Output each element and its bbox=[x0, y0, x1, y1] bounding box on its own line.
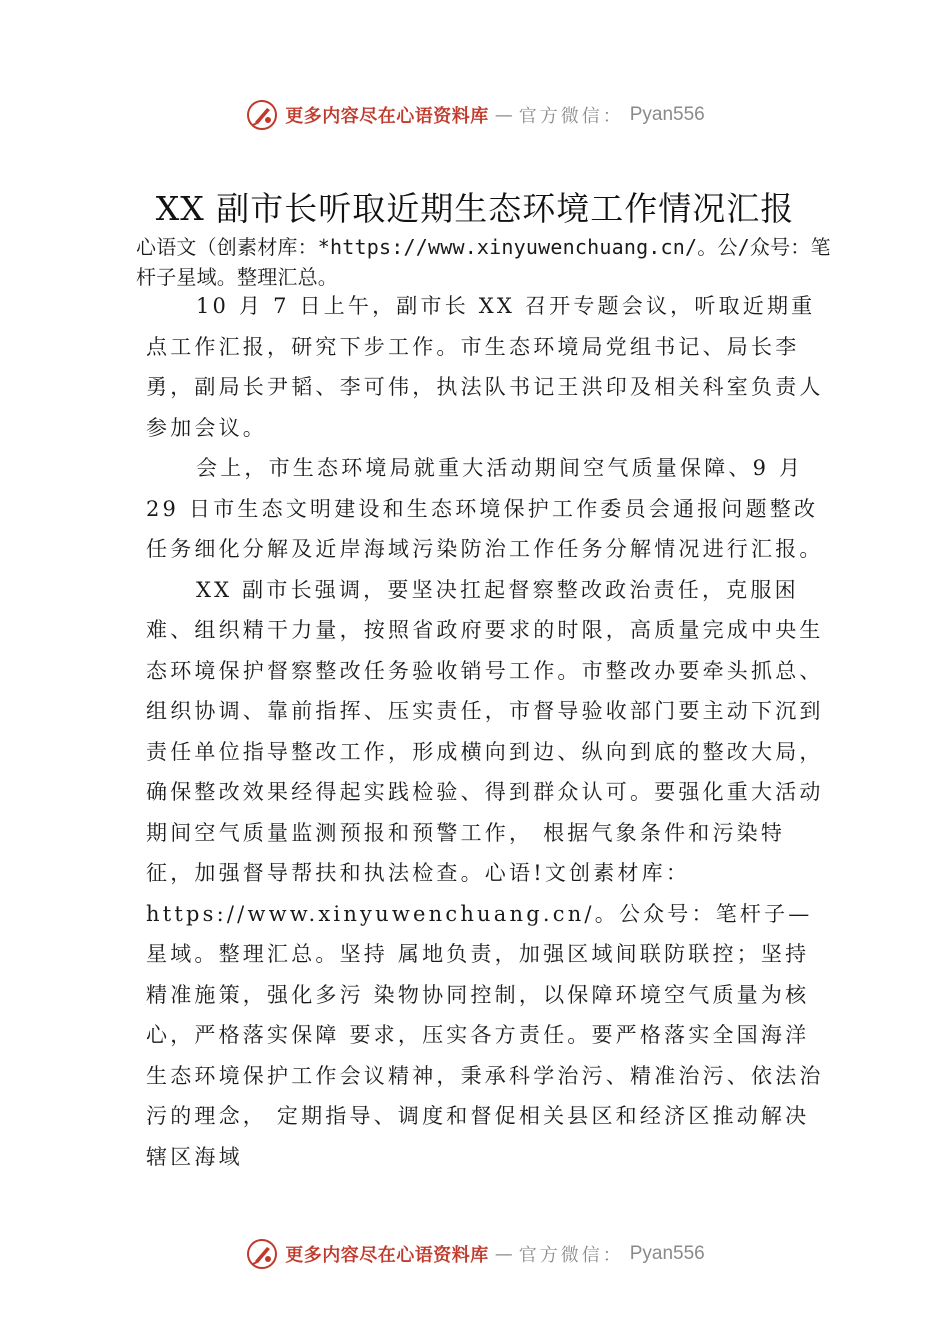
footer-banner bbox=[0, 1232, 950, 1276]
banner-wechat-id: Pyan556 bbox=[629, 1243, 705, 1264]
banner-main-text: 更多内容尽在心语资料库 bbox=[285, 1245, 489, 1266]
source-note: 心语文（创素材库：*https://www.xinyuwenchuang.cn/。公/众号：笔杆子星域。整理汇总。 bbox=[136, 235, 831, 289]
banner-label: 官方微信： bbox=[518, 1245, 624, 1266]
paragraph-1: 10 月 7 日上午，副市长 XX 召开专题会议，听取近期重点工作汇报，研究下步工作。市生态环境局党组书记、局长李勇，副局长尹韬、李可伟，执法队书记王洪印及相关科室负责人参加会议。 bbox=[146, 294, 824, 440]
banner-wechat-id: Pyan556 bbox=[629, 104, 705, 125]
banner-dash: — bbox=[494, 104, 513, 126]
document-body bbox=[146, 286, 826, 1177]
banner-main-text: 更多内容尽在心语资料库 bbox=[285, 106, 489, 127]
header-banner bbox=[0, 93, 950, 137]
banner-label: 官方微信： bbox=[518, 106, 624, 127]
paragraph-3: XX 副市长强调，要坚决扛起督察整改政治责任，克服困难、组织精干力量，按照省政府要求的时限，高质量完成中央生态环境保护督察整改任务验收销号工作。市整改办要牵头抓总、组织协调、靠前指挥、压实责任，市督导验收部门要主动下沉到责任单位指导整改工作，形成横向到边、纵向到底的整改大局，确保整改效果经得起实践检验、得到群众认可。要强化重大活动期间空气质量监测预报和预警工作， 根据气象条件和污染特征，加强督导帮扶和执法检查。心语!文创素材库：https://www.xinyuwenchuang.cn/。公众号：笔杆子—星域。整理汇总。坚持 属地负责，加强区域间联防联控；坚持精准施策，强化多污 染物协同控制，以保障环境空气质量为核心，严格落实保障 要求，压实各方责任。要严格落实全国海洋生态环境保护工作会议精神，秉承科学治污、精准治污、依法治污的理念， 定期指导、调度和督促相关县区和经济区推动解决辖区海域 bbox=[146, 577, 824, 1169]
quill-seal-icon bbox=[245, 98, 279, 132]
quill-seal-icon bbox=[245, 1237, 279, 1271]
banner-dash: — bbox=[494, 1243, 513, 1265]
document-title: XX 副市长听取近期生态环境工作情况汇报 bbox=[155, 189, 795, 228]
paragraph-2: 会上，市生态环境局就重大活动期间空气质量保障、9 月 29 日市生态文明建设和生态环境保护工作委员会通报问题整改任务细化分解及近岸海域污染防治工作任务分解情况进行汇报。 bbox=[146, 456, 824, 561]
